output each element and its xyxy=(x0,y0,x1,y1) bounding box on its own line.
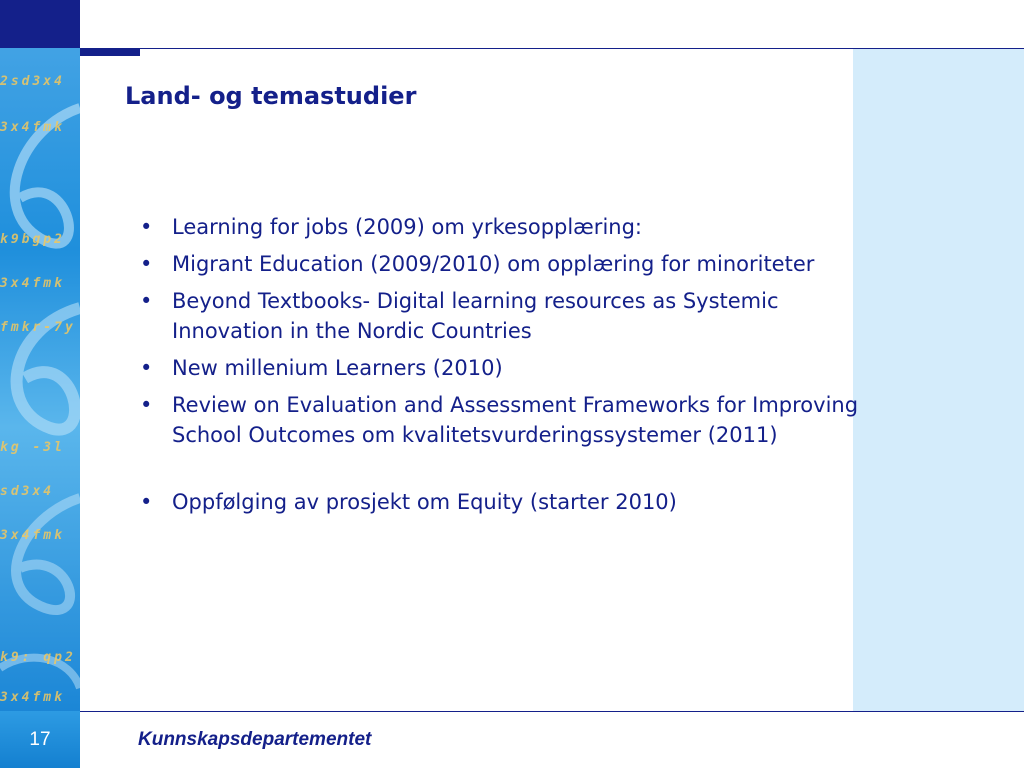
header-accent-bar xyxy=(80,48,140,56)
strip-text-5: fmkr-7y xyxy=(0,320,76,335)
strip-text-4: 3x4fmk xyxy=(0,276,65,291)
strip-text-7: sd3x4 xyxy=(0,484,55,499)
bullet-item: • Beyond Textbooks- Digital learning resources as Systemic Innovation in the Nordic Countries xyxy=(138,286,888,346)
bullet-item: • New millenium Learners (2010) xyxy=(138,353,888,383)
page-number: 17 xyxy=(29,728,51,750)
strip-text-9: k9: qp2 xyxy=(0,650,76,665)
decorative-side-strip xyxy=(0,0,80,712)
footer-organization: Kunnskapsdepartementet xyxy=(138,729,372,750)
strip-text-10: 3x4fmk xyxy=(0,690,65,705)
bullet-item: • Migrant Education (2009/2010) om opplæring for minoriteter xyxy=(138,249,888,279)
bullet-item: • Oppfølging av prosjekt om Equity (starter 2010) xyxy=(138,487,888,517)
page-number-box xyxy=(0,711,80,768)
swirl-decoration xyxy=(0,48,80,712)
slide-title: Land- og temastudier xyxy=(125,82,417,110)
strip-text-2: 3x4fmk xyxy=(0,120,65,135)
footer-divider xyxy=(80,711,1024,712)
bullet-item: • Review on Evaluation and Assessment Frameworks for Improving School Outcomes om kvalitetsvurderingssystemer (2011) xyxy=(138,390,888,450)
strip-text-3: k9bgp2 xyxy=(0,232,65,247)
strip-text-6: kg -3l xyxy=(0,440,65,455)
bullet-item: • Learning for jobs (2009) om yrkesopplæring: xyxy=(138,212,888,242)
strip-text-8: 3x4fmk xyxy=(0,528,65,543)
strip-top-block xyxy=(0,0,80,48)
strip-text-1: 2sd3x4 xyxy=(0,74,65,89)
bullet-list xyxy=(138,212,888,524)
